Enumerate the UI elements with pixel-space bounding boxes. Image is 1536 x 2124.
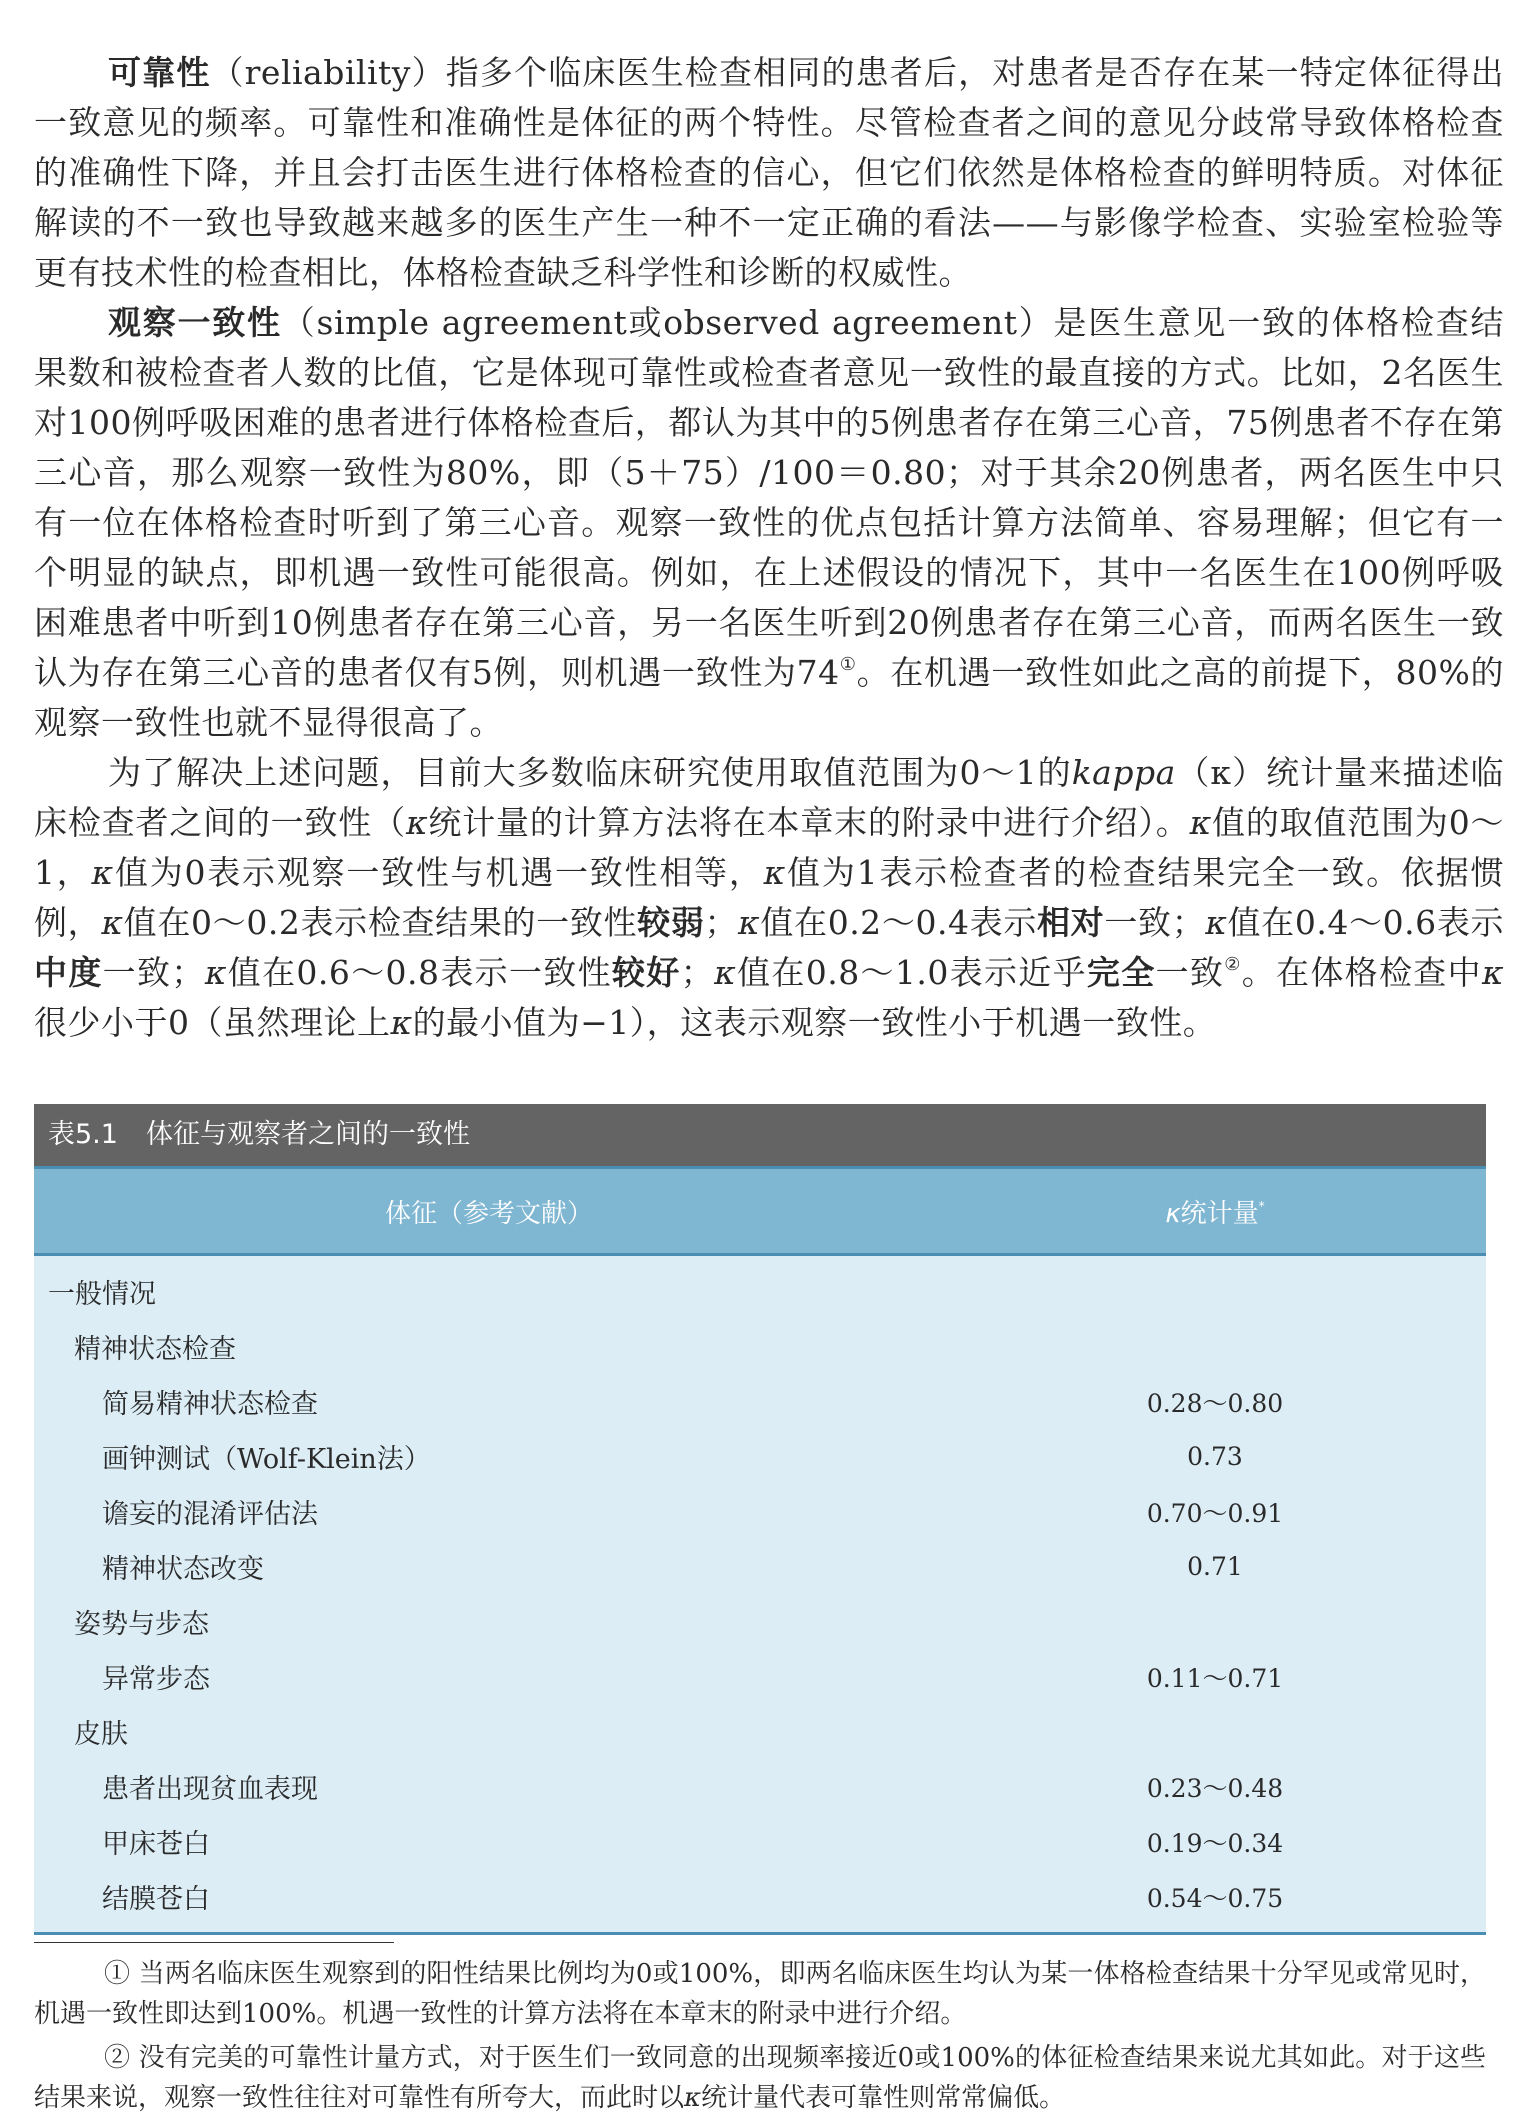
text-run: 值在0～0.2表示检查结果的一致性 (123, 903, 638, 942)
text-run: 为了解决上述问题，目前大多数临床研究使用取值范围为0～1的 (108, 753, 1072, 792)
row-label: 异常步态 (102, 1664, 210, 1695)
kappa-symbol: κ (405, 803, 429, 842)
text-run: ； (704, 903, 739, 942)
kappa-symbol: κ (1205, 903, 1228, 942)
row-label: 姿势与步态 (74, 1609, 209, 1640)
row-value: 0.11～0.71 (1146, 1663, 1284, 1693)
text-run: 统计量的计算方法将在本章末的附录中进行介绍）。 (428, 803, 1190, 842)
table-row (34, 1814, 1486, 1869)
paragraph-kappa (34, 748, 1504, 1048)
row-value: 0.71 (1187, 1552, 1243, 1581)
footnote-2 (34, 2038, 1486, 2118)
kappa-symbol: κ (101, 903, 124, 942)
text-run: 很少小于0（虽然理论上 (34, 1003, 391, 1042)
footnotes (34, 1954, 1486, 2122)
text-run: 。在体格检查中 (1241, 953, 1482, 992)
text-run: 值在0.8～1.0表示近乎 (736, 953, 1087, 992)
paragraph-text: （reliability）指多个临床医生检查相同的患者后，对患者是否存在某一特定体征得出一致意见的频率。可靠性和准确性是体征的两个特性。尽管检查者之间的意见分歧常导致体格检查的准确性下降，并且会打击医生进行体格检查的信心，但它们依然是体格检查的鲜明特质。对体征解读的不一致也导致越来越多的医生产生一种不一定正确的看法——与影像学检查、实验室检验等更有技术性的检查相比，体格检查缺乏科学性和诊断的权威性。 (34, 53, 1505, 292)
text-run: 的最小值为−1），这表示观察一致性小于机遇一致性。 (412, 1003, 1217, 1042)
bold-term: 较弱 (637, 903, 705, 942)
kappa-symbol: κ (1481, 953, 1505, 992)
footnote-1: ① 当两名临床医生观察到的阳性结果比例均为0或100%，即两名临床医生均认为某一体格检查结果十分罕见或常见时，机遇一致性即达到100%。机遇一致性的计算方法将在本章末的附录中进行介绍。 (34, 1959, 1486, 2029)
column-header-kappa-label: 统计量 (1180, 1198, 1259, 1229)
kappa-symbol: κ (763, 853, 786, 892)
text-run: 值为0表示观察一致性与机遇一致性相等， (113, 853, 764, 892)
row-value: 0.54～0.75 (1146, 1883, 1284, 1913)
footnote-ref-2: ② (1224, 954, 1242, 975)
table-number: 表5.1 (48, 1119, 118, 1150)
row-label: 简易精神状态检查 (102, 1389, 318, 1420)
footnote-ref-1: ① (839, 654, 857, 675)
paragraph-text: （simple agreement或observed agreement）是医生意见一致的体格检查结果数和被检查者人数的比值，它是体现可靠性或检查者意见一致性的最直接的方式。比如，2名医生对100例呼吸困难的患者进行体格检查后，都认为其中的5例患者存在第三心音，75例患者不存在第三心音，那么观察一致性为80%，即（5＋75）/100＝0.80；对于其余20例患者，两名医生中只有一位在体格检查时听到了第三心音。观察一致性的优点包括计算方法简单、容易理解；但它有一个明显的缺点，即机遇一致性可能很高。例如，在上述假设的情况下，其中一名医生在100例呼吸困难患者中听到10例患者存在第三心音，另一名医生听到20例患者存在第三心音，而两名医生一致认为存在第三心音的患者仅有5例，则机遇一致性为74 (34, 303, 1504, 692)
text-run: （κ）统计量来描述临床检查者之间的一致性（ (34, 753, 1505, 842)
row-label: 甲床苍白 (102, 1829, 210, 1860)
bold-term: 中度 (34, 953, 103, 992)
table-row (34, 1869, 1486, 1924)
table-row (34, 1374, 1486, 1429)
paragraph-reliability (34, 48, 1504, 298)
row-value: 0.73 (1187, 1442, 1243, 1471)
row-value: 0.19～0.34 (1146, 1828, 1284, 1858)
kappa-symbol: κ (714, 953, 737, 992)
footnote-text: ② 没有完美的可靠性计量方式，对于医生们一致同意的出现频率接近0或100%的体征检查结果来说尤其如此。对于这些结果来说，观察一致性往往对可靠性有所夸大，而此时以 (34, 2043, 1486, 2113)
row-label: 精神状态检查 (74, 1334, 236, 1365)
kappa-symbol: κ (684, 2083, 702, 2113)
table-row (34, 1759, 1486, 1814)
table-row (34, 1484, 1486, 1539)
row-label: 画钟测试（Wolf-Klein法） (102, 1444, 431, 1475)
table-row (34, 1539, 1486, 1594)
column-header-kappa (944, 1193, 1486, 1230)
table-body (34, 1256, 1486, 1935)
paragraph-observed-agreement (34, 298, 1504, 748)
text-run: 一致 (1155, 953, 1225, 992)
row-value: 0.28～0.80 (1146, 1388, 1284, 1418)
row-value: 0.70～0.91 (1146, 1498, 1284, 1528)
kappa-symbol: κ (204, 953, 227, 992)
row-label: 精神状态改变 (102, 1554, 264, 1585)
row-label: 患者出现贫血表现 (102, 1774, 318, 1805)
footnote-divider (34, 1942, 394, 1943)
column-header-sign: 体征（参考文献） (384, 1198, 593, 1229)
text-run: 一致； (1104, 903, 1206, 942)
footnote-text: 统计量代表可靠性则常常偏低。 (701, 2083, 1066, 2113)
kappa-word: kappa (1071, 753, 1176, 792)
text-run: 值为1表示检查者的检查结果完全一致。依据惯例， (34, 853, 1505, 942)
text-run: 一致； (102, 953, 205, 992)
text-run: 值在0.2～0.4表示 (760, 903, 1038, 942)
bold-term: 较好 (611, 953, 681, 992)
body-text (34, 48, 1504, 1048)
bold-term: 完全 (1086, 953, 1156, 992)
paragraph-text: 。在机遇一致性如此之高的前提下，80%的观察一致性也就不显得很高了。 (34, 653, 1504, 742)
kappa-symbol: κ (91, 853, 114, 892)
text-run: ； (680, 953, 715, 992)
bold-term: 相对 (1037, 903, 1105, 942)
row-label: 一般情况 (48, 1279, 156, 1310)
asterisk-mark: * (1258, 1198, 1265, 1213)
agreement-table (34, 1104, 1486, 1935)
row-label: 谵妄的混淆评估法 (102, 1499, 318, 1530)
row-value: 0.23～0.48 (1146, 1773, 1284, 1803)
table-title: 体征与观察者之间的一致性 (145, 1119, 470, 1150)
table-row (34, 1594, 1486, 1649)
text-run: 值在0.4～0.6表示 (1227, 903, 1505, 942)
table-header (34, 1166, 1486, 1256)
table-row (34, 1429, 1486, 1484)
table-row (34, 1319, 1486, 1374)
text-run: 值在0.6～0.8表示一致性 (226, 953, 612, 992)
row-label: 结膜苍白 (102, 1884, 210, 1915)
kappa-symbol: κ (1165, 1198, 1181, 1229)
kappa-symbol: κ (738, 903, 761, 942)
kappa-symbol: κ (1189, 803, 1212, 842)
table-row (34, 1264, 1486, 1319)
table-row (34, 1704, 1486, 1759)
row-label: 皮肤 (74, 1719, 128, 1750)
kappa-symbol: κ (390, 1003, 413, 1042)
term-observed-agreement: 观察一致性 (108, 303, 282, 342)
table-caption (34, 1104, 1486, 1166)
table-row (34, 1649, 1486, 1704)
text-run: 值的取值范围为0～1， (34, 803, 1505, 892)
term-reliability: 可靠性 (108, 53, 211, 92)
